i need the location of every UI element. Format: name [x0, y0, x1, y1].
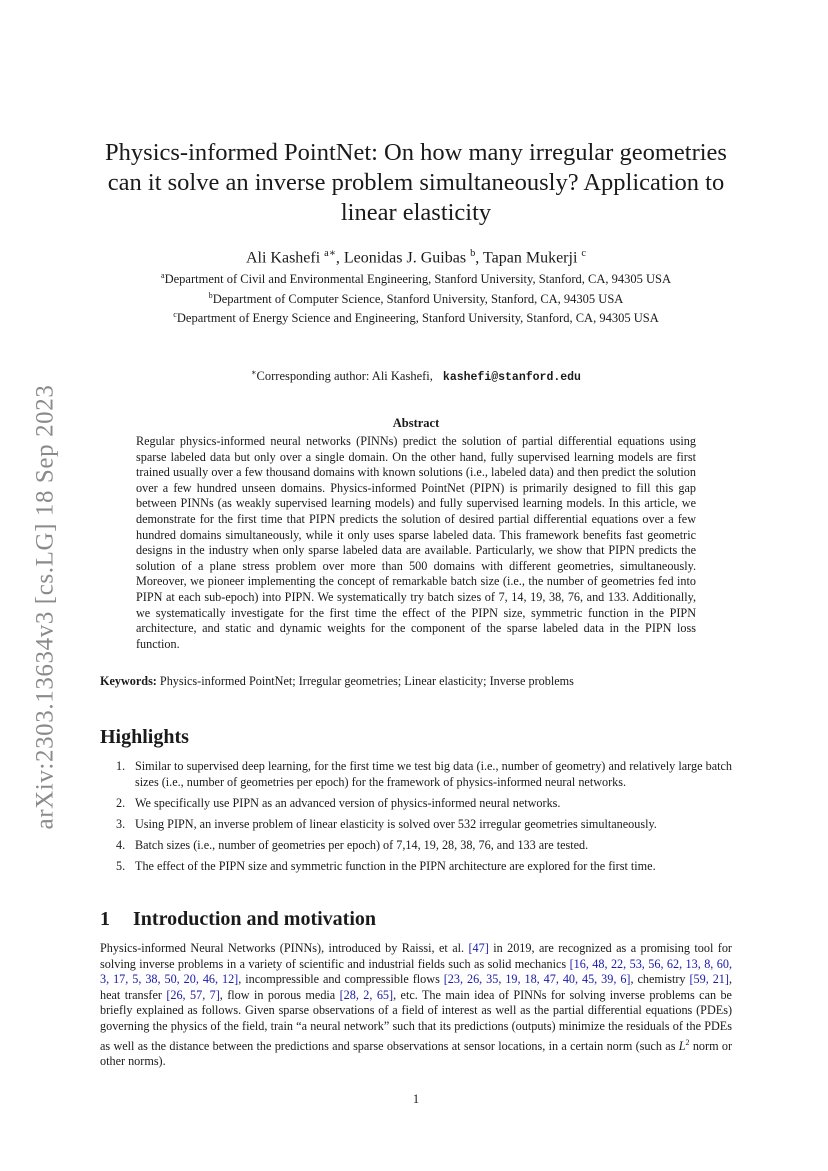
abstract-text: Regular physics-informed neural networks (PINNs) predict the solution of partial differential equations using sparse labeled data but only over a single domain. On the other hand, fully supervised learning models are first trained usually over a few thousand domains with known solutions (i.e., labeled data) and then predict the solution over a few hundred unseen domains. Physics-informed PointNet (PIPN) is primarily designed to fill this gap between PINNs (as weakly supervised learning models) and fully supervised learning models. In this article, we demonstrate for the first time that PIPN predicts the solution of desired partial differential equations over a few hundred domains simultaneously, while it only uses sparse labeled data. This framework benefits fast geometric designs in the industry when only sparse labeled data are available. Particularly, we show that PIPN predicts the solution of a plane stress problem over more than 500 domains with different geometries, simultaneously. Moreover, we pioneer implementing the concept of remarkable batch size (i.e., the number of geometries fed into PIPN at each sub-epoch) into PIPN. We systematically try batch sizes of 7, 14, 19, 38, 76, and 133. Additionally, we systematically investigate for the first time the effect of the PIPN size, symmetric function in the PIPN architecture, and static and dynamic weights for the component of the sparse labeled data in the PIPN loss function.	[136, 434, 696, 651]
affiliation-text: Department of Computer Science, Stanford University, Stanford, CA, 94305 USA	[212, 292, 624, 307]
keywords-label: Keywords:	[100, 674, 157, 688]
paragraph-text: norm or other norms).	[100, 1038, 732, 1069]
author-mark: c	[581, 248, 587, 259]
paragraph-text: , etc. The main idea of PINNs for solving inverse problems can be briefly explained as follows. Given sparse observations of a field of interest as well as the partial differential equations (PDEs) governing the physics of the field, train “a neural network” such that its predictions (outputs) minimize the residuals of the PDEs as well as the distance between the predictions and sparse observations at sensor locations, in a certain norm (such as	[100, 987, 732, 1053]
introduction-paragraph	[100, 941, 732, 1070]
citation-link[interactable]: [16, 48, 22, 53, 56, 62, 13, 8, 60, 3, 17, 5, 38, 50, 20, 46, 12]	[100, 956, 733, 987]
author-name: Leonidas J. Guibas	[343, 249, 467, 267]
citation-link[interactable]: [28, 2, 65]	[339, 987, 394, 1002]
paragraph-text: , heat transfer	[100, 972, 732, 1002]
arxiv-identifier	[22, 362, 68, 852]
abstract-heading: Abstract	[392, 416, 440, 430]
paragraph-text: in 2019, are recognized as a promising tool for solving inverse problems in a variety of scientific and industrial fields such as solid mechanics	[100, 941, 732, 971]
list-item: 5. The effect of the PIPN size and symmetric function in the PIPN architecture are explored for the first time.	[116, 858, 656, 873]
affiliation	[100, 307, 732, 326]
affiliation-mark: c	[173, 310, 177, 319]
corresponding-mark: ∗	[251, 368, 257, 377]
highlight-text: Using PIPN, an inverse problem of linear elasticity is solved over 532 irregular geometries simultaneously.	[135, 816, 657, 831]
keywords	[100, 673, 732, 689]
section-title: Introduction and motivation	[133, 908, 377, 930]
paragraph-text: , flow in porous media	[219, 987, 340, 1002]
highlights-heading: Highlights	[100, 726, 189, 748]
affiliation-text: Department of Civil and Environmental Engineering, Stanford University, Stanford, CA, 94305 USA	[164, 272, 671, 287]
paragraph-text: Physics-informed Neural Networks (PINNs), introduced by Raissi, et al.	[100, 941, 469, 955]
author-mark: b	[470, 248, 476, 259]
highlight-text: Batch sizes (i.e., number of geometries per epoch) of 7,14, 19, 28, 38, 76, and 133 are tested.	[135, 837, 589, 852]
math-symbol: L	[678, 1038, 686, 1053]
superscript: 2	[685, 1037, 690, 1047]
citation-link[interactable]: [59, 21]	[689, 972, 729, 987]
highlight-text: The effect of the PIPN size and symmetric function in the PIPN architecture are explored for the first time.	[135, 858, 656, 873]
highlight-text: Similar to supervised deep learning, for the first time we test big data (i.e., number of geometry) and relatively large batch sizes (i.e., number of geometries per epoch) for the framework of physics-informed neural networks.	[135, 759, 732, 789]
section-number: 1	[100, 908, 110, 930]
list-item: 3. Using PIPN, an inverse problem of linear elasticity is solved over 532 irregular geometries simultaneously.	[116, 816, 657, 831]
corresponding-author	[100, 365, 732, 386]
arxiv-id-text: arXiv:2303.13634v3 [cs.LG] 18 Sep 2023	[31, 384, 58, 830]
affiliation	[100, 288, 732, 307]
citation-link[interactable]: [23, 26, 35, 19, 18, 47, 40, 45, 39, 6]	[443, 972, 631, 987]
list-item: 1. Similar to supervised deep learning, for the first time we test big data (i.e., number of geometry) and relatively large batch sizes (i.e., number of geometries per epoch) for the framework of physics-informed neural networks.	[116, 759, 732, 789]
affiliation-mark: a	[160, 271, 165, 280]
citation-link[interactable]: [47]	[468, 941, 489, 955]
paragraph-text: , chemistry	[630, 972, 690, 987]
author-list: Ali Kashefi $^{a∗}$, Leonidas J. Guibas $^b$, Tapan Mukerji $^c$	[245, 248, 587, 267]
list-item: 4. Batch sizes (i.e., number of geometries per epoch) of 7,14, 19, 28, 38, 76, and 133 are tested.	[116, 837, 589, 852]
section-heading-introduction	[100, 908, 376, 931]
keywords-text: Physics-informed PointNet; Irregular geometries; Linear elasticity; Inverse problems	[159, 674, 574, 688]
author-name: Tapan Mukerji	[482, 249, 578, 267]
highlight-text: We specifically use PIPN as an advanced version of physics-informed neural networks.	[135, 795, 561, 810]
list-item: 2. We specifically use PIPN as an advanced version of physics-informed neural networks.	[116, 795, 561, 810]
citation-link[interactable]: [26, 57, 7]	[166, 987, 220, 1002]
author-name: Ali Kashefi	[245, 249, 321, 267]
highlights-list	[100, 759, 732, 880]
corresponding-label: Corresponding author: Ali Kashefi,	[256, 369, 433, 384]
corresponding-email[interactable]: kashefi@stanford.edu	[442, 371, 581, 385]
author-mark: a∗	[324, 248, 336, 259]
page-number: 1	[412, 1092, 420, 1106]
paper-title: Physics-informed PointNet: On how many irregular geometries can it solve an inverse problem simultaneously? Application to linear elasticity	[105, 139, 727, 226]
affiliation-text: Department of Energy Science and Engineering, Stanford University, Stanford, CA, 94305 USA	[176, 311, 659, 326]
paragraph-text: , incompressible and compressible flows	[238, 972, 444, 987]
affiliation-mark: b	[208, 291, 213, 300]
affiliation	[100, 268, 732, 287]
